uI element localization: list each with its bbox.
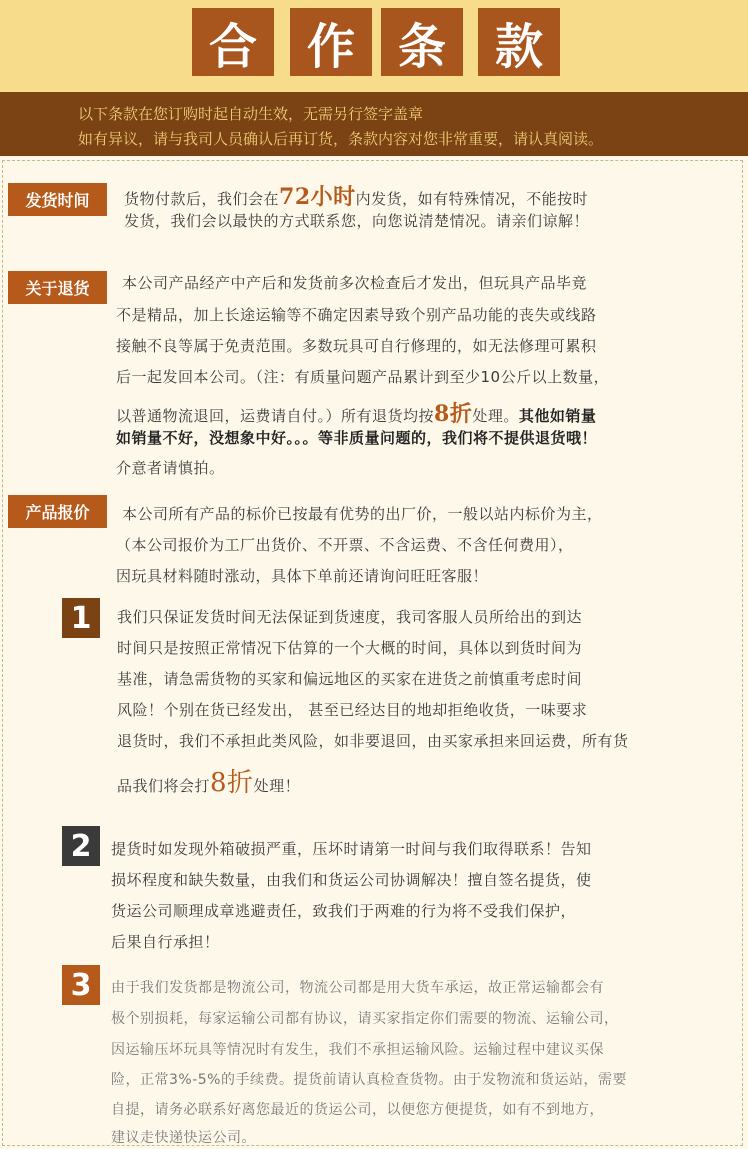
item2-line-4: 后果自行承担！ [111,933,220,951]
item2-line-3: 货运公司顺理成章逃避责任，致我们于两难的行为将不受我们保护， [111,902,577,920]
item3-line-4: 险，正常3%-5%的手续费。提货前请认真检查货物。由于发物流和货运站，需要 [111,1072,627,1088]
item3-line-3: 因运输压坏玩具等情况时有发生，我们不承担运输风险。运输过程中建议买保 [111,1042,604,1058]
notice-line-1: 以下条款在您订购时起自动生效，无需另行签字盖章 [78,105,424,123]
shipping-72h: 72小时 [279,184,356,210]
item1-line-5: 退货时，我们不承担此类风险，如非要退回，由买家承担来回运费，所有货 [117,732,629,750]
item1-line-4: 风险！个别在货已经发出， 甚至已经达目的地却拒绝收货，一味要求 [117,701,588,719]
shipping-line-1 [124,180,588,211]
item3-line-5: 自提，请务必联系好离您最近的货运公司，以便您方便提货，如有不到地方， [111,1102,604,1118]
item3-line-1: 由于我们发货都是物流公司，物流公司都是用大货车承运，故正常运输都会有 [111,980,604,996]
item1-line-2: 时间只是按照正常情况下估算的一个大概的时间，具体以到货时间为 [117,639,583,657]
item-1-number: 1 [62,598,100,638]
returns-line-7: 介意者请慎拍。 [116,459,225,477]
tag-shipping-time: 发货时间 [8,183,107,216]
title-char-1: 合 [192,8,274,76]
title-banner [0,0,748,92]
returns-line-6: 如销量不好，没想象中好。。。等非质量问题的，我们将不提供退货哦！ [116,429,598,447]
title-char-2: 作 [290,8,372,76]
item1-text-a: 品我们将会打 [117,777,211,795]
returns-text-a: 以普通物流退回，运费请自付。）所有退货均按 [116,407,435,425]
pricing-line-2: （本公司报价为工厂出货价、不开票、不含运费、不含任何费用）， [116,536,574,554]
tag-returns: 关于退货 [8,271,107,304]
item3-line-6: 建议走快递快运公司。 [111,1130,256,1146]
item1-line-6 [117,762,300,799]
item1-line-3: 基准，请急需货物的买家和偏远地区的买家在进货之前慎重考虑时间 [117,670,583,688]
item-3-number: 3 [62,965,100,1005]
returns-line-1: 本公司产品经产中产后和发货前多次检查后才发出，但玩具产品毕竟 [122,274,588,292]
returns-discount: 8折 [434,401,473,427]
returns-line-5 [116,397,596,428]
title-char-4: 款 [478,8,560,76]
pricing-line-3: 因玩具材料随时涨动，具体下单前还请询问旺旺客服！ [116,567,489,585]
tag-pricing: 产品报价 [8,495,107,528]
item1-discount: 8折 [210,768,254,798]
item-2-number: 2 [62,826,100,866]
title-char-3: 条 [381,8,463,76]
item1-text-c: 处理！ [253,777,301,795]
item2-line-2: 损坏程度和缺失数量，由我们和货运公司协调解决！擅自签名提货，使 [111,871,592,889]
returns-text-d: 其他如销量 [518,407,597,425]
notice-bar [0,92,748,156]
item1-line-1: 我们只保证发货时间无法保证到货速度，我司客服人员所给出的到达 [117,608,583,626]
item2-line-1: 提货时如发现外箱破损严重，压坏时请第一时间与我们取得联系！告知 [111,840,592,858]
shipping-line-2: 发货，我们会以最快的方式联系您，向您说清楚情况。请亲们谅解！ [124,212,590,230]
returns-line-4: 后一起发回本公司。（注：有质量问题产品累计到至少10公斤以上数量， [116,368,610,386]
pricing-line-1: 本公司所有产品的标价已按最有优势的出厂价，一般以站内标价为主， [122,505,603,523]
item3-line-2: 极个别损耗，每家运输公司都有协议，请买家指定你们需要的物流、运输公司， [111,1011,619,1027]
shipping-text-c: 内发货，如有特殊情况，不能按时 [355,190,589,208]
notice-line-2: 如有异议，请与我司人员确认后再订货，条款内容对您非常重要，请认真阅读。 [78,130,604,148]
shipping-text-a: 货物付款后，我们会在 [124,190,280,208]
returns-text-c: 处理。 [472,407,519,425]
returns-line-2: 不是精品，加上长途运输等不确定因素导致个别产品功能的丧失或线路 [116,306,597,324]
returns-line-3: 接触不良等属于免责范围。多数玩具可自行修理的，如无法修理可累积 [116,337,597,355]
